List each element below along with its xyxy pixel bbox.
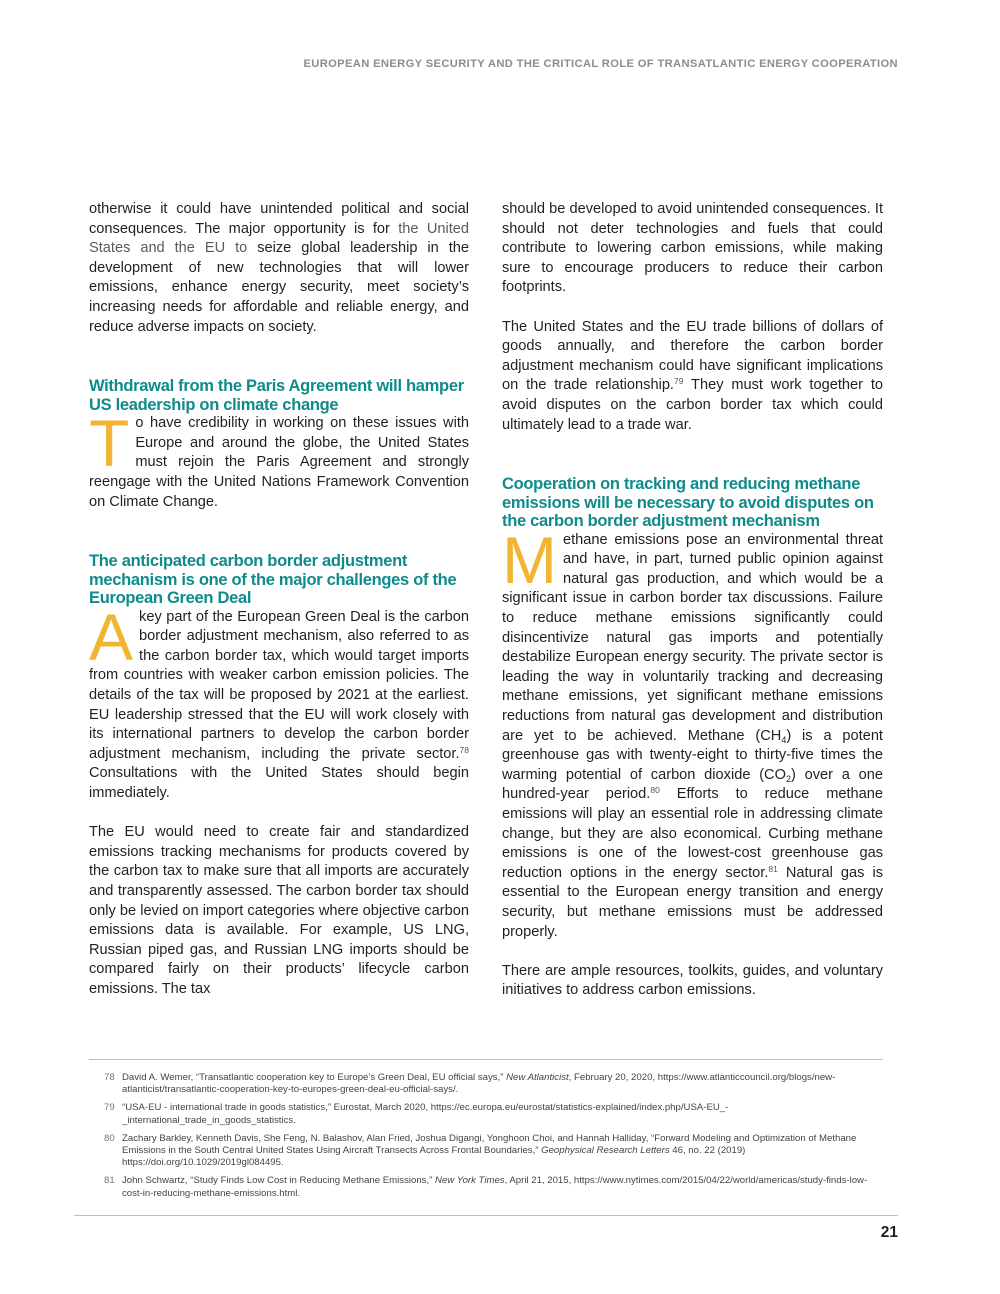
left-column	[89, 200, 469, 1000]
trade-text: The United States and the EU trade billions of dollars of goods annually, and therefore the carbon border adjustment mechanism could have significant implications on the trade relationship.	[502, 318, 883, 394]
footnote-number: 81	[104, 1175, 115, 1187]
methane-paragraph-last: There are ample resources, toolkits, guides, and voluntary initiatives to address carbon emissions.	[502, 962, 883, 999]
footnote-text	[122, 1133, 884, 1170]
footnote-citation: David A. Wemer, “Transatlantic cooperation key to Europe’s Green Deal, EU official says,”	[122, 1072, 507, 1083]
right-paragraph-1: should be developed to avoid unintended consequences. It should not deter technologies and fuels that could contribute to lowering carbon emissions, while making sure to encourage producers to reduce their carbon footprints.	[502, 201, 883, 296]
cbam-paragraph-2: The EU would need to create fair and standardized emissions tracking mechanisms for products covered by the carbon tax to make sure that all imports are accurately and transparently assessed. The carbon border tax should only be levied on import categories where objective carbon emissions data is available. For example, US LNG, Russian piped gas, and Russian LNG imports should be compared fairly on their products’ lifecycle carbon emissions. The tax	[89, 824, 469, 997]
footnote-url[interactable]: , February 20, 2020, https://www.atlanticcouncil.org/blogs/new-atlanticist/transatlantic-cooperation-key-to-europes-green-deal-eu-official-says/.	[122, 1072, 836, 1096]
cbam-text: key part of the European Green Deal is the carbon border adjustment mechanism, also referred to as the carbon border tax, which would target imports from countries with weaker carbon emission policies. The details of the tax will be proposed by 2021 at the earliest. EU leadership stressed that the EU will work closely with its international partners to develop the carbon border adjustment mechanism, including the private sector.	[89, 608, 469, 762]
methane-text-d: Efforts to reduce methane emissions will play an essential role in addressing climate change, but they are also economical. Curbing methane emissions is one of the lowest-cost greenhouse gas reduction options in the energy sector.	[502, 786, 884, 881]
running-header: EUROPEAN ENERGY SECURITY AND THE CRITICAL ROLE OF TRANSATLANTIC ENERGY COOPERATION	[303, 58, 898, 70]
footnote-text	[122, 1072, 884, 1096]
footnote-publication: Geophysical Research Letters	[541, 1145, 670, 1157]
methane-text-c: ) over a one hundred-year period.	[502, 766, 883, 803]
footnote-divider	[89, 1059, 883, 1060]
dropcap-t: T	[89, 406, 130, 481]
footnote-citation[interactable]: “USA-EU - international trade in goods statistics,” Eurostat, March 2020, https://ec.europa.eu/eurostat/statistics-explained/index.php/USA-EU_-_international_trade_in_goods_statistics.	[122, 1102, 729, 1126]
page-divider	[74, 1215, 898, 1216]
trade-text-cont: They must work together to avoid disputes on the carbon border tax which could ultimately lead to a trade war.	[502, 377, 883, 433]
methane-paragraph	[502, 522, 884, 942]
footnote-citation: Zachary Barkley, Kenneth Davis, She Feng, N. Balashov, Alan Fried, Joshua Digangi, Yonghoon Choi, and Hannah Halliday, “Forward Modeling and Optimization of Methane Emissions in the South Central United States Using Aircraft Transects Across Frontal Boundaries,”	[122, 1132, 857, 1157]
footnote-80	[104, 1133, 884, 1170]
methane-text-a: ethane emissions pose an environmental threat and have, in part, turned public opinion against natural gas production, and which would be a significant issue in carbon border tax discussions. Failure to reduce methane emissions significantly could disincentivize natural gas imports and potentially destabilize European energy security. The private sector is leading the way in voluntarily tracking and decreasing methane emissions, yet significant methane emissions reductions from natural gas development and distribution are yet to be achieved. Methane (CH	[502, 531, 883, 744]
heading-carbon-border: The anticipated carbon border adjustment mechanism is one of the major challenges of the European Green Deal	[89, 552, 457, 608]
methane-text-e: Natural gas is essential to the European energy transition and energy security, but methane emissions must be addressed properly.	[502, 864, 883, 940]
footnote-81	[104, 1175, 884, 1199]
right-column	[502, 200, 883, 1001]
footnote-url[interactable]: , April 21, 2015, https://www.nytimes.com/2015/04/22/world/americas/study-finds-low-cost-in-reducing-methane-emissions.html.	[122, 1175, 868, 1199]
footnotes	[104, 1072, 884, 1206]
ch4-subscript: 4	[781, 734, 787, 745]
dropcap-a: A	[89, 599, 134, 674]
footnote-number: 79	[104, 1102, 115, 1114]
footnote-78	[104, 1072, 884, 1096]
dropcap-m: M	[502, 522, 557, 597]
footnote-publication: New York Times	[435, 1175, 505, 1187]
footnote-ref-78[interactable]: 78	[459, 744, 469, 755]
page-number: 21	[880, 1224, 898, 1241]
co2-subscript: 2	[785, 773, 791, 784]
footnote-ref-81[interactable]: 81	[768, 863, 778, 874]
cbam-paragraph	[89, 599, 469, 804]
footnote-number: 78	[104, 1072, 115, 1083]
methane-text-b: ) is a potent greenhouse gas with twenty-eight to thirty-five times the warming potential of carbon dioxide (CO	[502, 727, 883, 783]
footnote-number: 80	[104, 1132, 115, 1144]
paris-text: o have credibility in working on these issues with Europe and around the globe, the United States must rejoin the Paris Agreement and strongly reengage with the United Nations Framework Convention on Climate Change.	[89, 415, 469, 510]
footnote-ref-79[interactable]: 79	[674, 376, 684, 387]
footnote-text	[122, 1175, 884, 1199]
footnote-citation: John Schwartz, “Study Finds Low Cost in Reducing Methane Emissions,”	[122, 1175, 436, 1187]
cbam-text-cont: Consultations with the United States should begin immediately.	[89, 765, 469, 801]
footnote-text	[122, 1102, 884, 1126]
intro-text-cont: seize global leadership in the development of new technologies that will lower emissions, enhance energy security, meet society’s increasing needs for affordable and reliable energy, and reduce adverse impacts on society.	[89, 240, 469, 335]
heading-paris-agreement: Withdrawal from the Paris Agreement will hamper US leadership on climate change	[89, 377, 464, 414]
footnote-ref-80[interactable]: 80	[650, 785, 660, 796]
heading-methane: Cooperation on tracking and reducing methane emissions will be necessary to avoid disputes on the carbon border adjustment mechanism	[502, 475, 874, 531]
footnote-url[interactable]: 46, no. 22 (2019) https://doi.org/10.1029/2019gl084495.	[122, 1145, 746, 1169]
intro-highlight: the United States and the EU to	[89, 220, 470, 257]
footnote-publication: New Atlanticist	[506, 1072, 569, 1083]
intro-paragraph	[89, 200, 469, 337]
paris-paragraph	[89, 406, 469, 512]
right-paragraph-2	[502, 318, 883, 436]
footnote-79	[104, 1102, 884, 1126]
intro-text: otherwise it could have unintended political and social consequences. The major opportunity is for	[89, 201, 469, 237]
